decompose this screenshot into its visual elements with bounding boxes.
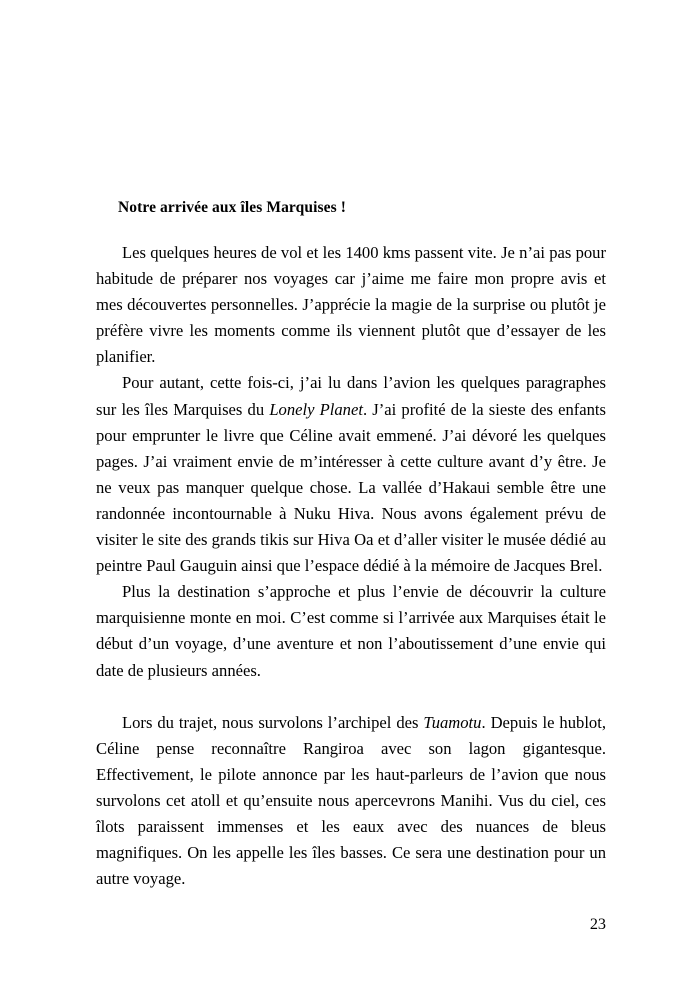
- paragraph-4-text-before-name: Lors du trajet, nous survolons l’archipel des: [122, 712, 424, 732]
- paragraph-2-text-after-title: . J’ai profité de la sieste des enfants pour emprunter le livre que Céline avait emmené. J’ai dévoré les quelques pages. J’ai vraiment envie de m’intéresser à cette culture avant d’y être. Je ne veux pas manquer quelque chose. La vallée d’Hakaui semble être une randonnée incontournable à Nuku Hiva. Nous avons également prévu de visiter le site des grands tikis sur Hiva Oa et d’aller visiter le musée dédié au peintre Paul Gauguin ainsi que l’espace dédié à la mémoire de Jacques Brel.: [96, 399, 606, 576]
- paragraph-4-text-after-name: . Depuis le hublot, Céline pense reconnaître Rangiroa avec son lagon gigantesque. Effectivement, le pilote annonce par les haut-parleurs de l’avion que nous survolons cet atoll et qu’ensuite nous apercevrons Manihi. Vus du ciel, ces îlots paraissent immenses et les eaux avec des nuances de bleus magnifiques. On les appelle les îles basses. Ce sera une destination pour un autre voyage.: [96, 712, 606, 889]
- page-body: [96, 198, 606, 892]
- paragraph-2: [96, 370, 606, 579]
- book-title-lonely-planet: Lonely Planet: [269, 399, 363, 419]
- section-heading: Notre arrivée aux îles Marquises !: [118, 199, 346, 216]
- paragraph-3: [96, 579, 606, 683]
- paragraph-group: [96, 240, 606, 892]
- paragraph-2-text-before-title: Pour autant, cette fois-ci, j’ai lu dans l’avion les quelques paragraphes sur les îles Marquises du: [96, 373, 606, 419]
- page-number: 23: [589, 915, 606, 933]
- paragraph-4: [96, 710, 606, 893]
- paragraph-3-text: Plus la destination s’approche et plus l’envie de découvrir la culture marquisienne monte en moi. C’est comme si l’arrivée aux Marquises était le début d’un voyage, d’une aventure et non l’aboutissement d’une envie qui date de plusieurs années.: [96, 582, 606, 680]
- archipelago-name-tuamotu: Tuamotu: [423, 712, 482, 732]
- paragraph-1-text: Les quelques heures de vol et les 1400 kms passent vite. Je n’ai pas pour habitude de préparer nos voyages car j’aime me faire mon propre avis et mes découvertes personnelles. J’apprécie la magie de la surprise ou plutôt je préfère vivre les moments comme ils viennent plutôt que d’essayer de les planifier.: [96, 243, 606, 367]
- paragraph-1: [96, 240, 606, 370]
